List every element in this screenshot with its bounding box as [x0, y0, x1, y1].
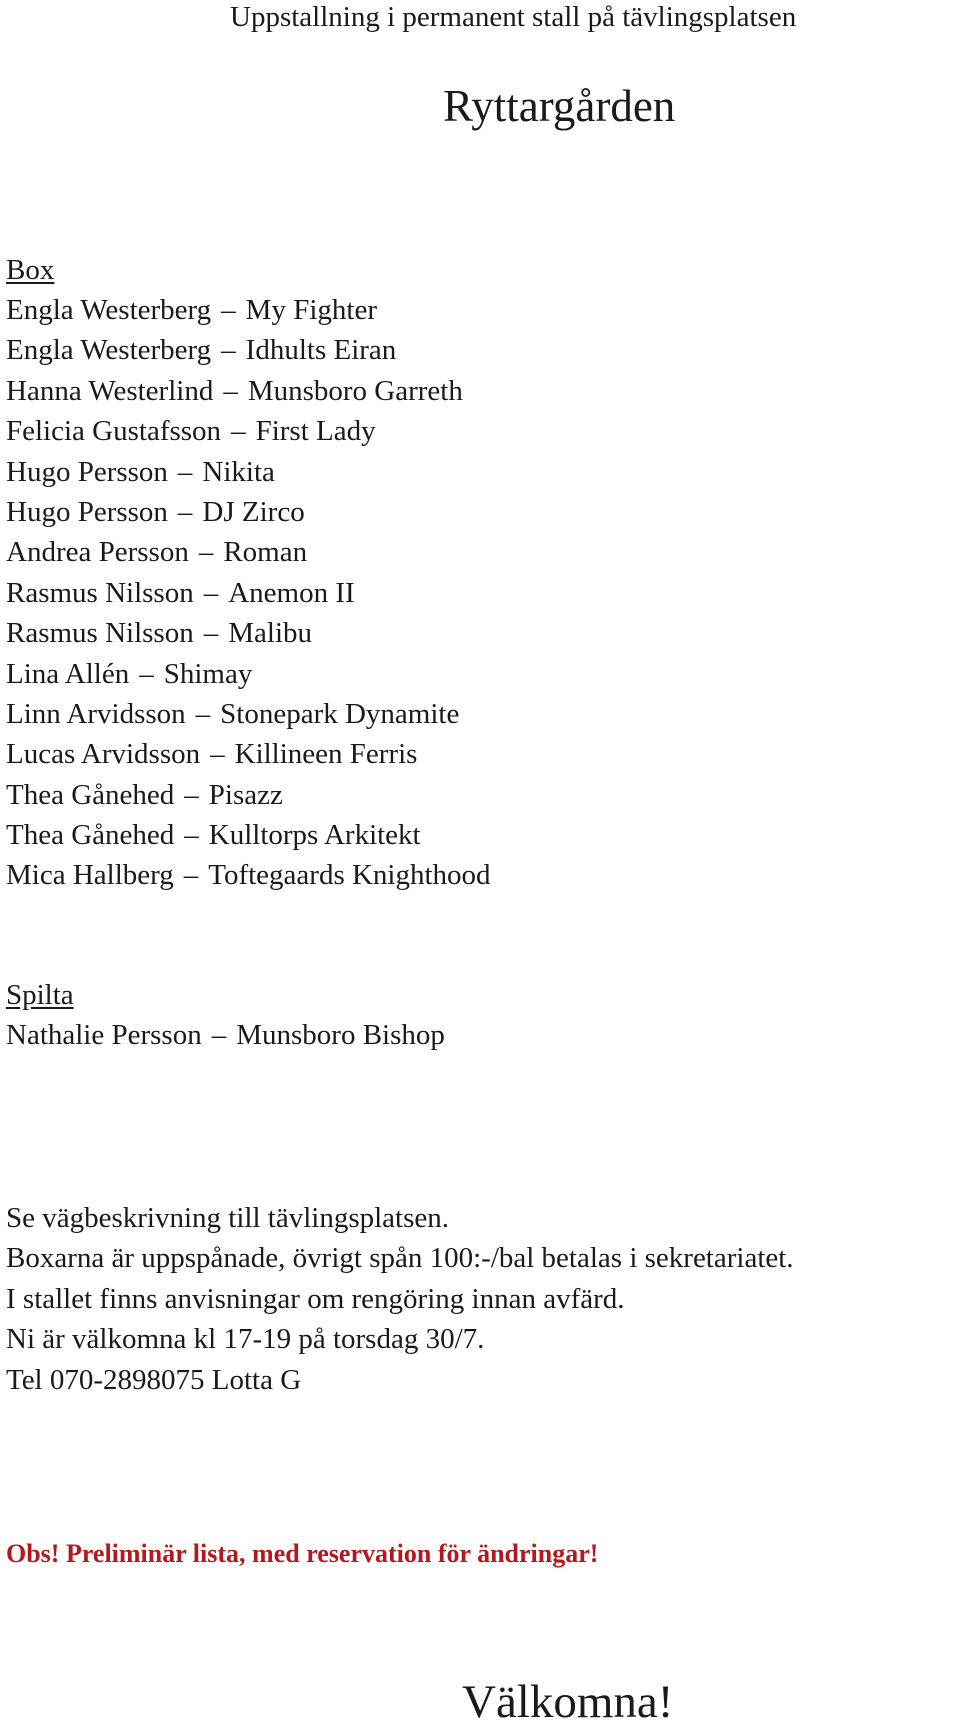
document-subtitle: Uppstallning i permanent stall på tävlingsplatsen	[230, 1, 797, 33]
rider-name: Felicia Gustafsson	[6, 415, 222, 448]
horse-name: Roman	[223, 536, 308, 569]
horse-name: Malibu	[228, 617, 313, 650]
cleaning-line: I stallet finns anvisningar om rengöring innan avfärd.	[6, 1282, 625, 1315]
horse-name: Shimay	[163, 657, 253, 690]
stable-entry	[6, 1015, 445, 1055]
horse-name: My Fighter	[245, 294, 377, 326]
separator-dash: –	[139, 657, 154, 690]
box-section	[6, 250, 491, 896]
venue-title: Ryttargården	[443, 81, 676, 131]
rider-name: Rasmus Nilsson	[6, 617, 194, 650]
stable-entry	[6, 613, 491, 653]
separator-dash: –	[221, 334, 236, 367]
stable-entry	[6, 492, 491, 532]
separator-dash: –	[210, 738, 225, 771]
stable-entry	[6, 654, 491, 694]
arrival-time-line: Ni är välkomna kl 17-19 på torsdag 30/7.	[6, 1323, 485, 1356]
rider-name: Linn Arvidsson	[6, 697, 186, 730]
box-heading: Box	[6, 254, 55, 286]
horse-name: Kulltorps Arkitekt	[208, 819, 421, 852]
horse-name: First Lady	[255, 415, 376, 448]
separator-dash: –	[184, 778, 199, 811]
rider-name: Thea Gånehed	[6, 778, 175, 811]
separator-dash: –	[198, 536, 214, 569]
horse-name: Idhults Eiran	[245, 334, 397, 367]
stable-entry	[6, 411, 491, 451]
horse-name: Killineen Ferris	[234, 738, 418, 771]
horse-name: Munsboro Bishop	[236, 1019, 445, 1051]
preliminary-notice: Obs! Preliminär lista, med reservation för ändringar!	[6, 1539, 599, 1568]
stable-entry	[6, 775, 491, 815]
rider-name: Hanna Westerlind	[6, 374, 214, 407]
bedding-line: Boxarna är uppspånade, övrigt spån 100:-/bal betalas i sekretariatet.	[6, 1242, 794, 1275]
stable-entry	[6, 290, 491, 330]
horse-name: Nikita	[202, 455, 275, 488]
rider-name: Thea Gånehed	[6, 819, 175, 852]
separator-dash: –	[184, 819, 199, 852]
separator-dash: –	[221, 294, 236, 326]
stable-entry	[6, 694, 491, 734]
separator-dash: –	[195, 697, 211, 730]
info-block	[6, 1198, 794, 1400]
horse-name: DJ Zirco	[202, 495, 305, 528]
contact-line: Tel 070-2898075 Lotta G	[6, 1363, 302, 1396]
horse-name: Munsboro Garreth	[247, 374, 463, 407]
separator-dash: –	[223, 374, 238, 407]
horse-name: Stonepark Dynamite	[220, 697, 460, 730]
separator-dash: –	[177, 495, 193, 528]
stable-entry	[6, 815, 491, 855]
directions-line: Se vägbeskrivning till tävlingsplatsen.	[6, 1202, 450, 1234]
stable-entry	[6, 855, 491, 895]
welcome-text: Välkomna!	[462, 1676, 674, 1728]
rider-name: Mica Hallberg	[6, 859, 174, 892]
stable-entry	[6, 452, 491, 492]
rider-name: Lucas Arvidsson	[6, 738, 201, 771]
rider-name: Hugo Persson	[6, 455, 168, 488]
horse-name: Anemon II	[228, 576, 355, 609]
rider-name: Rasmus Nilsson	[6, 576, 194, 609]
separator-dash: –	[211, 1019, 227, 1051]
separator-dash: –	[183, 859, 199, 892]
spilta-heading: Spilta	[6, 979, 74, 1011]
separator-dash: –	[203, 617, 219, 650]
rider-name: Nathalie Persson	[6, 1019, 202, 1051]
stable-entry	[6, 532, 491, 572]
separator-dash: –	[231, 415, 246, 448]
horse-name: Pisazz	[208, 778, 283, 811]
spilta-section	[6, 975, 445, 1055]
stable-entry	[6, 330, 491, 370]
horse-name: Toftegaards Knighthood	[208, 859, 491, 892]
stable-entry	[6, 573, 491, 613]
rider-name: Engla Westerberg	[6, 334, 212, 367]
rider-name: Andrea Persson	[6, 536, 189, 569]
separator-dash: –	[177, 455, 193, 488]
stable-entry	[6, 371, 491, 411]
rider-name: Engla Westerberg	[6, 294, 212, 326]
rider-name: Lina Allén	[6, 657, 130, 690]
spilta-list	[6, 1015, 445, 1055]
box-list	[6, 290, 491, 896]
separator-dash: –	[203, 576, 219, 609]
rider-name: Hugo Persson	[6, 495, 168, 528]
stable-entry	[6, 734, 491, 774]
